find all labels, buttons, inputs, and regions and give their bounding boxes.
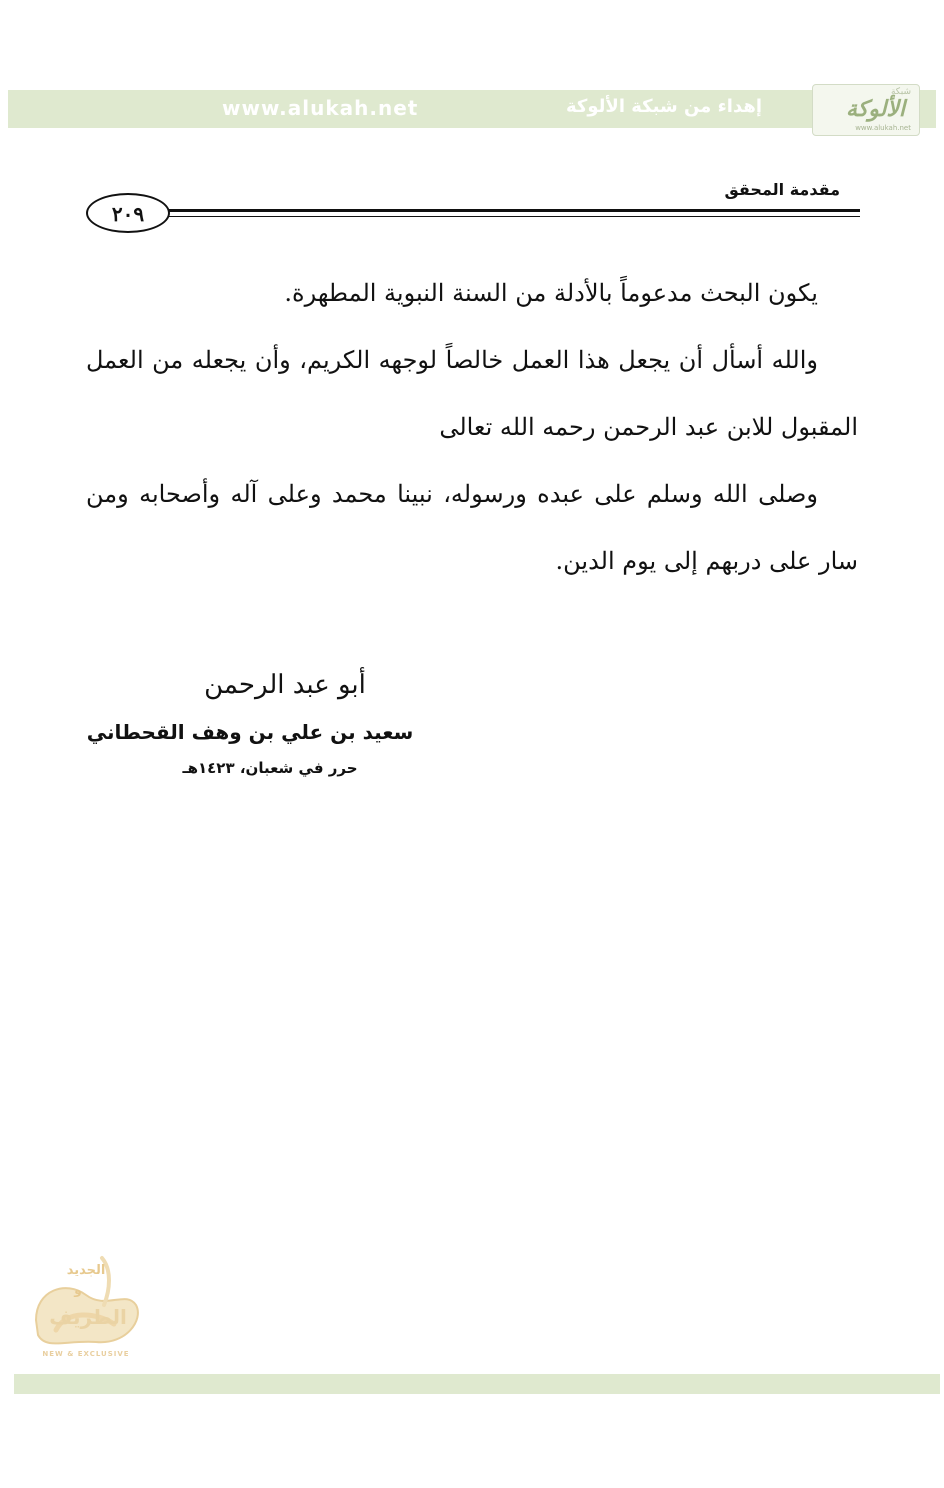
corner-logo-text-top: الجديد (66, 1263, 106, 1278)
body-text (86, 260, 858, 595)
page-number-oval (86, 193, 170, 233)
signature-block (80, 660, 420, 782)
banner-gift-text: إهداء من شبكة الألوكة (566, 96, 762, 117)
signature-name: سعيد بن علي بن وهف القحطاني (86, 720, 414, 744)
signature-title: أبو عبد الرحمن (204, 670, 366, 700)
logo-url: www.alukah.net (855, 124, 911, 132)
signature-date: حرر في شعبان، ١٤٢٣هـ (182, 759, 358, 777)
alukah-logo (812, 84, 920, 136)
logo-small-text: شبكة (890, 87, 911, 97)
paragraph-3: وصلى الله وسلم على عبده ورسوله، نبينا محمد وعلى آله وأصحابه ومن سار على دربهم إلى يوم الدين. (86, 480, 858, 575)
header-rule-thick (166, 209, 860, 212)
bottom-banner (14, 1374, 940, 1394)
top-banner (8, 90, 936, 128)
paragraph-1: يكون البحث مدعوماً بالأدلة من السنة النبوية المطهرة. (284, 279, 818, 307)
header-rule-thin (166, 216, 860, 217)
banner-url: www.alukah.net (222, 96, 419, 120)
corner-logo-text-bottom: NEW & EXCLUSIVE (42, 1350, 130, 1358)
corner-logo-text-main: الطريف (49, 1305, 127, 1329)
page-number: ٢٠٩ (111, 202, 145, 226)
logo-main-text: الألوكة (846, 97, 905, 122)
corner-logo-text-mid: و (74, 1283, 82, 1297)
corner-calligraphy-logo-icon (26, 1250, 146, 1362)
running-head: مقدمة المحقق (724, 180, 840, 199)
paragraph-2: والله أسأل أن يجعل هذا العمل خالصاً لوجهه الكريم، وأن يجعله من العمل المقبول للابن عبد الرحمن رحمه الله تعالى (86, 346, 858, 441)
